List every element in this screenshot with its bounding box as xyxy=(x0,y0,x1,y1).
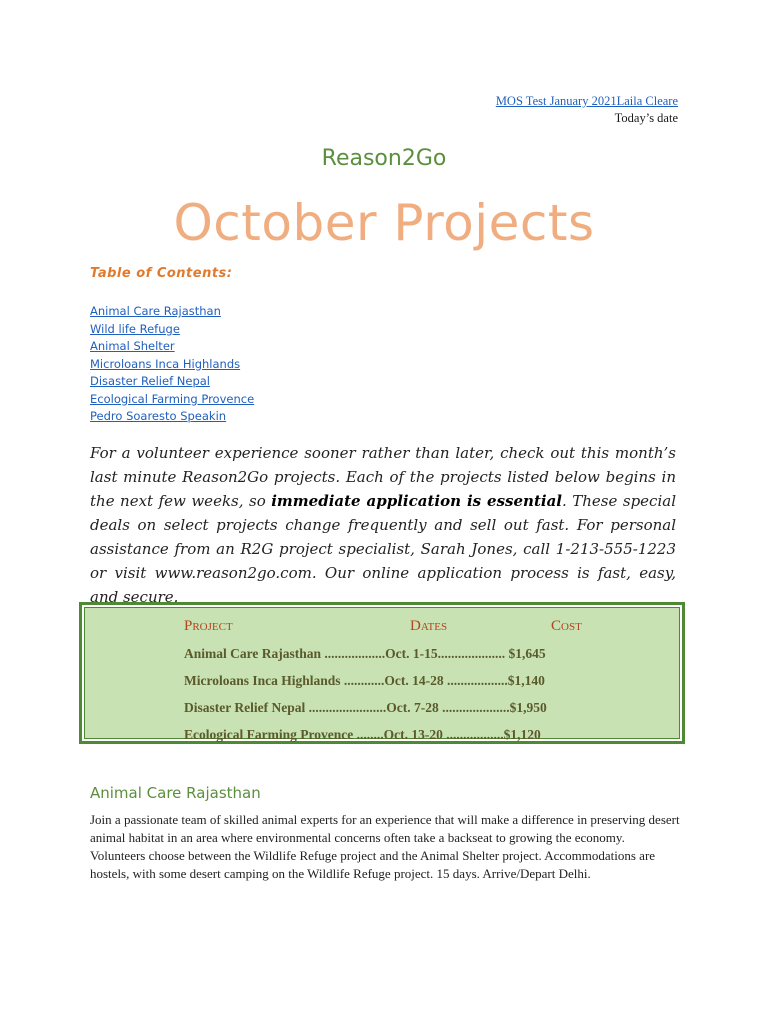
toc-link-pedro-soaresto-speakin[interactable]: Pedro Soaresto Speakin xyxy=(90,409,227,423)
section-body: Join a passionate team of skilled animal experts for an experience that will make a difference in preserving desert animal habitat in an area where environmental concerns often take a backseat to growing the economy. Volunteers choose between the Wildlife Refuge project and the Animal Shelter project. Accommodations are hostels, with some desert camping on the Wildlife Refuge project. 15 days. Arrive/Depart Delhi. xyxy=(90,812,680,881)
table-row: Ecological Farming Provence ........Oct. 13-20 .................$1,120 xyxy=(184,727,541,742)
table-row: Microloans Inca Highlands ............Oct. 14-28 ..................$1,140 xyxy=(184,673,545,688)
column-header-dates: Dates xyxy=(410,618,448,634)
toc-item xyxy=(90,321,254,339)
toc-item xyxy=(90,373,254,391)
toc-item xyxy=(90,408,254,426)
projects-table-body xyxy=(84,607,680,742)
toc-link-wild-life-refuge[interactable]: Wild life Refuge xyxy=(90,321,180,336)
column-header-project: Project xyxy=(184,618,233,634)
toc-item xyxy=(90,303,254,321)
header-date: Today’s date xyxy=(614,111,678,125)
document-header xyxy=(496,93,678,127)
intro-paragraph xyxy=(90,441,676,609)
projects-table xyxy=(79,602,685,744)
toc-link-disaster-relief-nepal[interactable]: Disaster Relief Nepal xyxy=(90,374,210,388)
table-row: Animal Care Rajasthan ..................Oct. 1-15.................... $1,645 xyxy=(184,646,546,661)
intro-text-end: . These special deals on select projects change frequently and sell out fast. For personal assistance from an R2G project specialist, Sarah Jones, call 1-213-555-1223 or visit www.reason2go.com. Our online application process is fast, easy, and secure. xyxy=(90,492,676,606)
brand-name: Reason2Go xyxy=(321,146,447,171)
section-heading: Animal Care Rajasthan xyxy=(90,784,261,802)
column-header-cost: Cost xyxy=(551,618,582,634)
toc-heading: Table of Contents: xyxy=(90,266,233,281)
table-of-contents xyxy=(90,303,254,426)
toc-item xyxy=(90,356,254,374)
intro-text-start: For a volunteer experience sooner rather than later, check out this month’s last minute Reason2Go projects. Each of the projects listed below begins in the next few weeks, so xyxy=(90,444,676,510)
toc-link-microloans-inca-highlands[interactable]: Microloans Inca Highlands xyxy=(90,356,241,371)
intro-emphasis: immediate application is essential xyxy=(271,492,562,510)
table-row: Disaster Relief Nepal .......................Oct. 7-28 ....................$1,950 xyxy=(184,700,547,715)
toc-link-animal-shelter[interactable]: Animal Shelter xyxy=(90,339,175,353)
toc-item xyxy=(90,391,254,409)
toc-link-ecological-farming-provence[interactable]: Ecological Farming Provence xyxy=(90,391,255,406)
header-link[interactable]: MOS Test January 2021Laila Cleare xyxy=(495,94,678,108)
toc-link-animal-care-rajasthan[interactable]: Animal Care Rajasthan xyxy=(90,304,221,318)
toc-item xyxy=(90,338,254,356)
page-title: October Projects xyxy=(173,194,595,252)
